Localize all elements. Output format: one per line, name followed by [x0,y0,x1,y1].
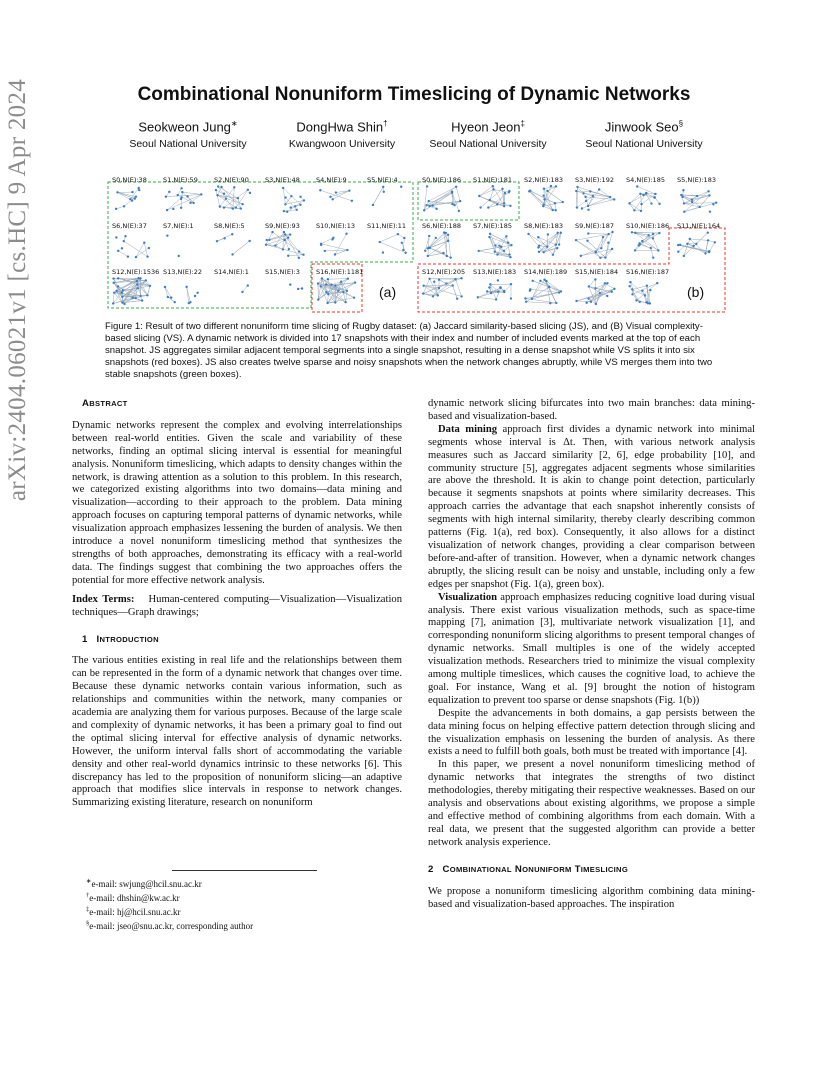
panel-b-snapshot-7 [478,233,513,259]
author-4-mark: § [678,119,684,128]
panel-b-snapshot-label-14: S14,N(E):189 [524,268,568,276]
author-1 [98,119,278,150]
panel-a-snapshot-label-13: S13,N(E):22 [163,268,202,276]
panel-a-snapshot-label-10: S10,N(E):13 [316,222,355,230]
panel-b-snapshot-2 [528,185,564,212]
right-p5: In this paper, we present a novel nonuniform timeslicing method of dynamic networks that integrates the strengths of two distinct methodologies, thereby mitigating their respective weaknesses. Based on our analysis and observations about existing algorithms, we propose a simple and effective method of combining algorithms from each domain. With a real data, we present that the suggested algorithm can provide a better network analysis experience. [428,759,755,848]
panel-a-snapshot-label-7: S7,N(E):1 [163,222,194,230]
panel-a-snapshot-9 [265,231,305,259]
panel-a-snapshot-8 [216,233,251,256]
introduction-heading: 1 INTRODUCTION [82,633,159,645]
panel-a-snapshot-15 [289,283,303,290]
panel-a-snapshot-label-5: S5,N(E):4 [367,176,398,184]
panel-a-snapshot-label-2: S2,N(E):90 [214,176,249,184]
section2-text: We propose a nonuniform timeslicing algorithm combining data mining-based and visualization-based approaches. The inspiration [428,885,755,910]
abstract-heading: ABSTRACT [82,398,128,409]
author-1-mark: ∗ [230,119,238,128]
panel-b-snapshot-label-1: S1,N(E):181 [473,176,512,184]
panel-b-snapshot-13 [477,279,513,300]
author-3 [398,119,578,150]
paper-title: Combinational Nonuniform Timeslicing of Dynamic Networks [137,84,691,105]
index-terms [72,594,402,620]
panel-a-snapshot-label-12: S12,N(E):1536 [112,268,160,276]
panel-a-snapshot-12 [112,277,151,305]
panel-b-snapshot-5 [680,189,717,213]
footnote-2: †e-mail: dhshin@kw.ac.kr [86,892,180,903]
panel-a-snapshot-5 [372,186,403,207]
author-4 [554,119,734,150]
panel-a-snapshot-10 [320,233,349,256]
author-3-name: Hyeon Jeon [451,119,521,135]
panel-a-snapshot-0 [115,187,141,210]
footnote-1: ∗e-mail: swjung@hcil.snu.ac.kr [86,878,202,889]
panel-a-snapshot-label-3: S3,N(E):48 [265,176,300,184]
panel-a-snapshot-14 [241,284,249,293]
panel-a-snapshot-label-1: S1,N(E):59 [163,176,198,184]
panel-b-snapshot-label-5: S5,N(E):183 [677,176,716,184]
arxiv-stamp-text: arXiv:2404.06021v1 [cs.HC] 9 Apr 2024 [4,78,31,502]
author-4-name: Jinwook Seo [604,119,679,135]
panel-a-snapshot-16 [317,277,356,304]
author-2-mark: † [383,119,388,128]
panel-b-snapshot-label-9: S9,N(E):187 [575,222,614,230]
figure-caption: Figure 1: Result of two different nonuniform time slicing of Rugby dataset: (a) Jaccard similarity-based slicing (JS), and (B) Visual complexity-based slicing (VS). A dynamic network is divided into 17 snapshots with their index and number of included events marked at the top of each snapshot. JS aggregates similar adjacent temporal segments into a single snapshot, resulting in a dense snapshot while VS splits it into six snapshots (red boxes). JS also creates twelve sparse and noisy snapshots when the network changes abruptly, while VS merges them into two stable snapshots (green boxes). [105,321,713,380]
author-3-mark: ‡ [520,119,525,128]
panel-b-snapshot-8 [527,232,562,256]
panel-a-snapshot-6 [115,235,150,258]
author-1-affiliation: Seoul National University [129,138,247,151]
footnote-rule [172,870,317,871]
figure-1 [107,174,727,316]
abstract-text: Dynamic networks represent the complex and evolving interrelationships between real-world entities. Given the scale and variability of these networks, finding an optimal slicing interval is essential for meaningful analysis. Nonuniform timeslicing, which adapts to density changes within the network, is drawing attention as a solution to this problem. In this research, we categorized existing algorithms into two domains—data mining and visualization—according to their approach to the problem. Data mining approach focuses on capturing temporal patterns of dynamic networks, while visualization approach emphasizes lessening the burden of analysis. We then introduce a novel nonuniform timeslicing method that synthesizes the strengths of both approaches, demonstrating its efficacy with a real-world data. The findings suggest that combining the two approaches offers the potential for more effective network analysis. [72,419,402,586]
panel-b-snapshot-0 [423,185,461,212]
right-p2: Data mining approach first divides a dynamic network into minimal segments whose interval is Δt. Then, with various network analysis measures such as Jaccard similarity [2, 6], edge probability [10], and community structure [5], aggregates adjacent segments whose similarities are above the threshold. It is akin to change point detection, particularly because it segments snapshots at points where similarity decreases. This approach carries the advantage that each snapshot inherently consists of segments with high internal similarity, thereby clearly describing common patterns (Fig. 1(a), red box). Consequently, it also allows for a distinct visualization of network changes, providing a clear comparison between before-and-after of transition. However, when a dynamic network changes abruptly, the slicing result can be noisy and unstable, including only a few edges per snapshot (Fig. 1(a), green box). [428,423,756,590]
panel-b-snapshot-6 [424,231,452,258]
panel-b-snapshot-label-10: S10,N(E):186 [626,222,670,230]
panel-b-snapshot-label-7: S7,N(E):185 [473,222,512,230]
section2-heading: 2 COMBINATIONAL NONUNIFORM TIMESLICING [428,863,629,875]
data-mining-lead: Data mining [438,423,498,435]
footnote-4: §e-mail: jseo@snu.ac.kr, corresponding author [86,920,254,931]
panel-b-snapshot-label-4: S4,N(E):185 [626,176,665,184]
author-3-affiliation: Seoul National University [429,138,547,151]
panel-a-label: (a) [379,284,397,300]
panel-a-snapshot-3 [282,187,305,213]
panel-b-snapshot-3 [575,186,615,211]
footnotes [72,870,402,932]
panel-a-snapshot-label-0: S0,N(E):38 [112,176,147,184]
panel-a-snapshot-11 [379,233,407,254]
panel-a-snapshot-label-16: S16,N(E):1181 [316,268,364,276]
right-p4: Despite the advancements in both domains, a gap persists between the data mining focus on helping effective pattern detection through slicing and the visualization emphasis on lessening the burden of analysis. As there exists a need to fulfill both goals, both must be treated with importance [4]. [428,707,755,758]
panel-a-snapshot-2 [215,185,251,210]
panel-a-snapshot-label-14: S14,N(E):1 [214,268,249,276]
panel-a-snapshot-label-11: S11,N(E):11 [367,222,406,230]
panel-b-snapshot-label-6: S6,N(E):188 [422,222,461,230]
panel-b-snapshot-4 [628,185,660,212]
panel-a-green-box [108,182,413,308]
panel-b-snapshot-label-0: S0,N(E):186 [422,176,461,184]
visualization-lead: Visualization [438,591,498,603]
panel-a-snapshot-4 [319,189,353,202]
panel-b-snapshot-label-15: S15,N(E):184 [575,268,619,276]
panel-b-snapshot-label-12: S12,N(E):205 [422,268,466,276]
figure-1-graphics [107,174,727,316]
panel-a-snapshot-label-9: S9,N(E):93 [265,222,300,230]
panel-a-snapshot-13 [164,286,199,305]
panel-a-snapshot-label-15: S15,N(E):3 [265,268,300,276]
panel-b-snapshot-11 [677,231,716,257]
panel-a-snapshot-label-8: S8,N(E):5 [214,222,245,230]
panel-b-snapshot-9 [575,231,614,259]
panel-a-snapshot-7 [166,234,180,257]
panel-b-snapshot-10 [631,231,661,259]
panel-b-snapshot-label-16: S16,N(E):187 [626,268,670,276]
panel-b-snapshot-label-2: S2,N(E):183 [524,176,563,184]
panel-b-snapshot-16 [628,281,658,305]
author-4-affiliation: Seoul National University [585,138,703,151]
panel-b-snapshot-label-8: S8,N(E):183 [524,222,563,230]
panel-a-snapshot-1 [165,187,203,211]
panel-b-snapshot-15 [575,278,615,305]
panel-a-snapshot-label-6: S6,N(E):37 [112,222,147,230]
author-2-name: DongHwa Shin [296,119,384,135]
index-terms-label: Index Terms: [72,593,135,605]
panel-b-snapshot-12 [422,277,463,300]
panel-b-label: (b) [687,284,705,300]
left-column [72,398,402,810]
panel-b-snapshot-14 [524,278,562,304]
panel-b-snapshot-label-13: S13,N(E):183 [473,268,517,276]
right-p1: dynamic network slicing bifurcates into two main branches: data mining-based and visualization-based. [428,398,755,422]
right-column [428,398,755,911]
footnote-3: ‡e-mail: hj@hcil.snu.ac.kr [86,906,181,917]
introduction-text: The various entities existing in real life and the relationships between them can be represented in the form of a dynamic network that changes over time. Because these dynamic networks contain various information, such as relationships and communities within the network, many companies or academia are analyzing them for various purposes. Because of the large scale and complexity of dynamic networks, it has been a primary goal to find out the optimal slicing interval for effective analysis of dynamic networks. However, the uniform interval falls short of accommodating the variable density and other real-world dynamics intrinsic to these networks [6]. This discrepancy has led to the proposition of nonuniform slicing—an adaptive approach that modifies slice intervals in response to network changes. Summarizing existing literature, research on nonuniform [72,655,402,809]
panel-b-snapshot-label-3: S3,N(E):192 [575,176,614,184]
panel-b-snapshot-1 [478,185,512,209]
author-2-affiliation: Kwangwoon University [288,138,396,151]
author-1-name: Seokweon Jung [138,119,231,135]
index-terms-text: Human-centered computing—Visualization—Visualization techniques—Graph drawings; [72,593,402,618]
panel-b-snapshot-label-11: S11,N(E):164 [677,222,721,230]
panel-a-snapshot-label-4: S4,N(E):9 [316,176,347,184]
right-p3: Visualization approach emphasizes reducing cognitive load during visual analysis. There exist various visualization methods, such as space-time mapping [7], animation [3], multivariate network visualization [1], and corresponding nonuniform slicing algorithms to present temporal changes of dynamic networks. Small multiples is one of the widely accepted visualization methods. Researchers tried to minimize the visual complexity among multiple timeslices, which causes the cognitive load, to achieve the goal. For instance, Wang et al. [9] brought the notion of histogram equalization to prevent too sparse or dense snapshots (Fig. 1(b)) [428,591,755,706]
